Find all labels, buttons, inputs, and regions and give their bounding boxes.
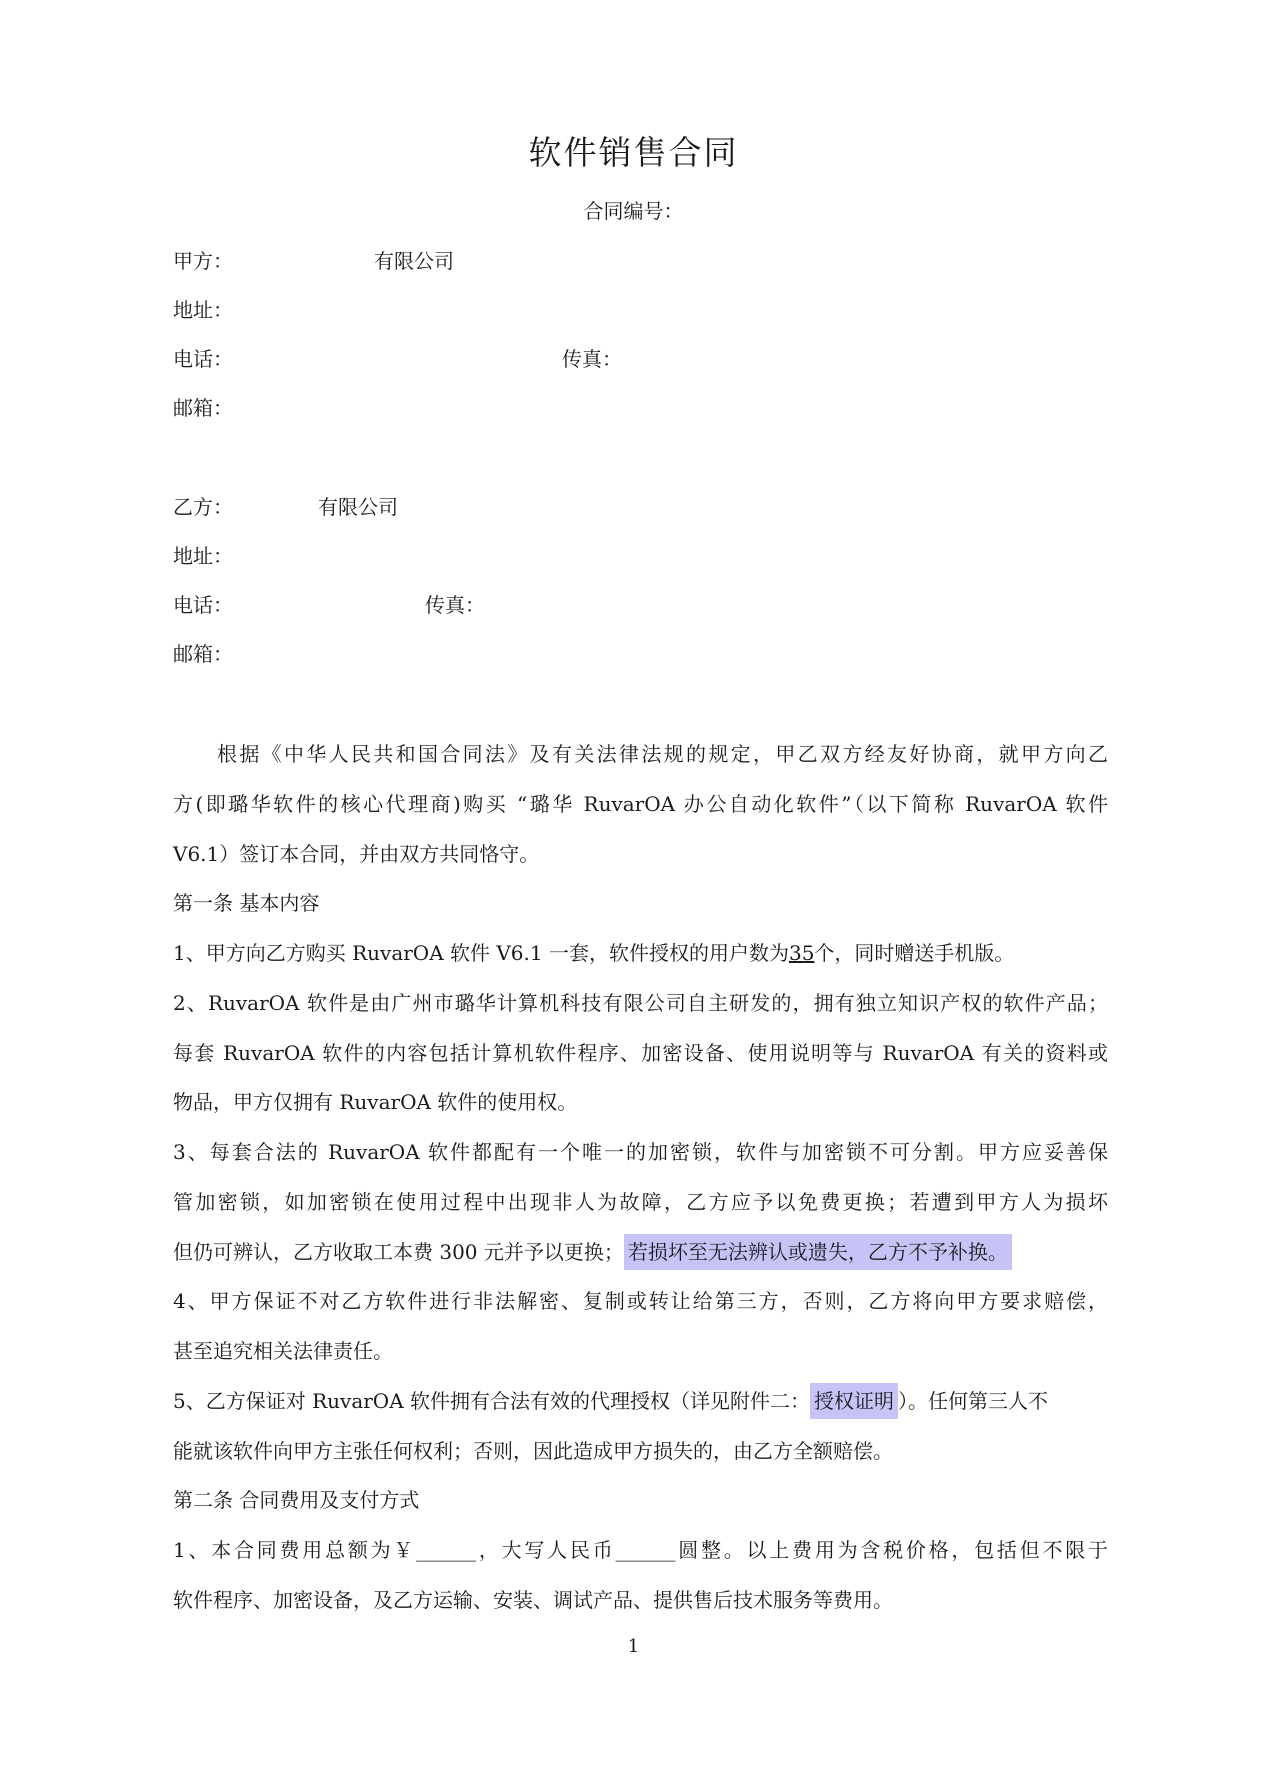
contract-number-label: 合同编号： [583, 199, 684, 223]
party-b-email-label: 邮箱： [173, 642, 233, 666]
party-b-line [173, 492, 1108, 522]
party-b-fax-label: 传真： [425, 593, 485, 617]
party-a-email-label: 邮箱： [173, 396, 233, 420]
article-2-item-1-line-2: 软件程序、加密设备，及乙方运输、安装、调试产品、提供售后技术服务等费用。 [173, 1588, 893, 1612]
article-1-heading: 第一条 基本内容 [173, 891, 320, 915]
page-number: 1 [627, 1636, 640, 1657]
highlighted-text: 授权证明 [810, 1383, 898, 1419]
article-1-item-5-text-before: 5、乙方保证对 RuvarOA 软件拥有合法有效的代理授权（详见附件二： [173, 1389, 811, 1413]
party-b-phone-label: 电话： [173, 593, 233, 617]
article-1-item-3-line-2: 管加密锁，如加密锁在使用过程中出现非人为故障，乙方应予以免费更换；若遭到甲方人为损坏 [173, 1190, 1108, 1214]
article-1-item-2-line-1: 2、RuvarOA 软件是由广州市璐华计算机科技有限公司自主研发的，拥有独立知识产权的软件产品； [173, 991, 1108, 1015]
article-1-item-2-line-3: 物品，甲方仅拥有 RuvarOA 软件的使用权。 [173, 1090, 578, 1114]
preamble-line-2: 方(即璐华软件的核心代理商)购买 “璐华 RuvarOA 办公自动化软件”（以下简称 RuvarOA 软件 [173, 792, 1108, 816]
article-1-item-4-line-1: 4、甲方保证不对乙方软件进行非法解密、复制或转让给第三方，否则，乙方将向甲方要求赔偿， [173, 1289, 1108, 1313]
article-1-item-1 [173, 938, 1108, 968]
party-b-label: 乙方： [173, 495, 233, 519]
preamble-line-1: 根据《中华人民共和国合同法》及有关法律法规的规定，甲乙双方经友好协商，就甲方向乙 [217, 742, 1108, 766]
article-1-item-2-line-2: 每套 RuvarOA 软件的内容包括计算机软件程序、加密设备、使用说明等与 RuvarOA 有关的资料或 [173, 1041, 1108, 1065]
article-1-item-5-line-1 [173, 1386, 1108, 1416]
party-a-label: 甲方： [173, 249, 233, 273]
article-1-item-1-text-before: 1、甲方向乙方购买 RuvarOA 软件 V6.1 一套，软件授权的用户数为 [173, 941, 789, 965]
party-b-company: 有限公司 [318, 495, 398, 519]
preamble-line-3: V6.1）签订本合同，并由双方共同恪守。 [173, 842, 540, 866]
party-a-phone-line [173, 344, 1108, 374]
party-b-address-label: 地址： [173, 544, 233, 568]
party-a-fax-label: 传真： [562, 347, 622, 371]
article-1-item-3-line-1: 3、每套合法的 RuvarOA 软件都配有一个唯一的加密锁，软件与加密锁不可分割。甲方应妥善保 [173, 1140, 1108, 1164]
article-1-item-3-text: 但仍可辨认，乙方收取工本费 300 元并予以更换； [173, 1240, 624, 1264]
highlighted-text: 若损坏至无法辨认或遗失，乙方不予补换。 [624, 1234, 1012, 1270]
party-b-phone-line [173, 590, 1108, 620]
user-count-value: 35 [788, 941, 815, 965]
party-a-line [173, 246, 1108, 276]
article-2-item-1-line-1: 1、本合同费用总额为￥______，大写人民币______圆整。以上费用为含税价格，包括但不限于 [173, 1538, 1108, 1562]
article-1-item-5-line-2: 能就该软件向甲方主张任何权利；否则，因此造成甲方损失的，由乙方全额赔偿。 [173, 1439, 893, 1463]
party-a-address-label: 地址： [173, 298, 233, 322]
document-title: 软件销售合同 [528, 133, 739, 172]
article-1-item-4-line-2: 甚至追究相关法律责任。 [173, 1339, 393, 1363]
party-a-company: 有限公司 [374, 249, 454, 273]
party-a-phone-label: 电话： [173, 347, 233, 371]
article-1-item-3-line-3 [173, 1237, 1108, 1267]
article-1-item-1-text-after: 个，同时赠送手机版。 [814, 941, 1015, 965]
article-2-heading: 第二条 合同费用及支付方式 [173, 1488, 420, 1512]
article-1-item-5-text-after: ）。任何第三人不 [898, 1389, 1049, 1413]
